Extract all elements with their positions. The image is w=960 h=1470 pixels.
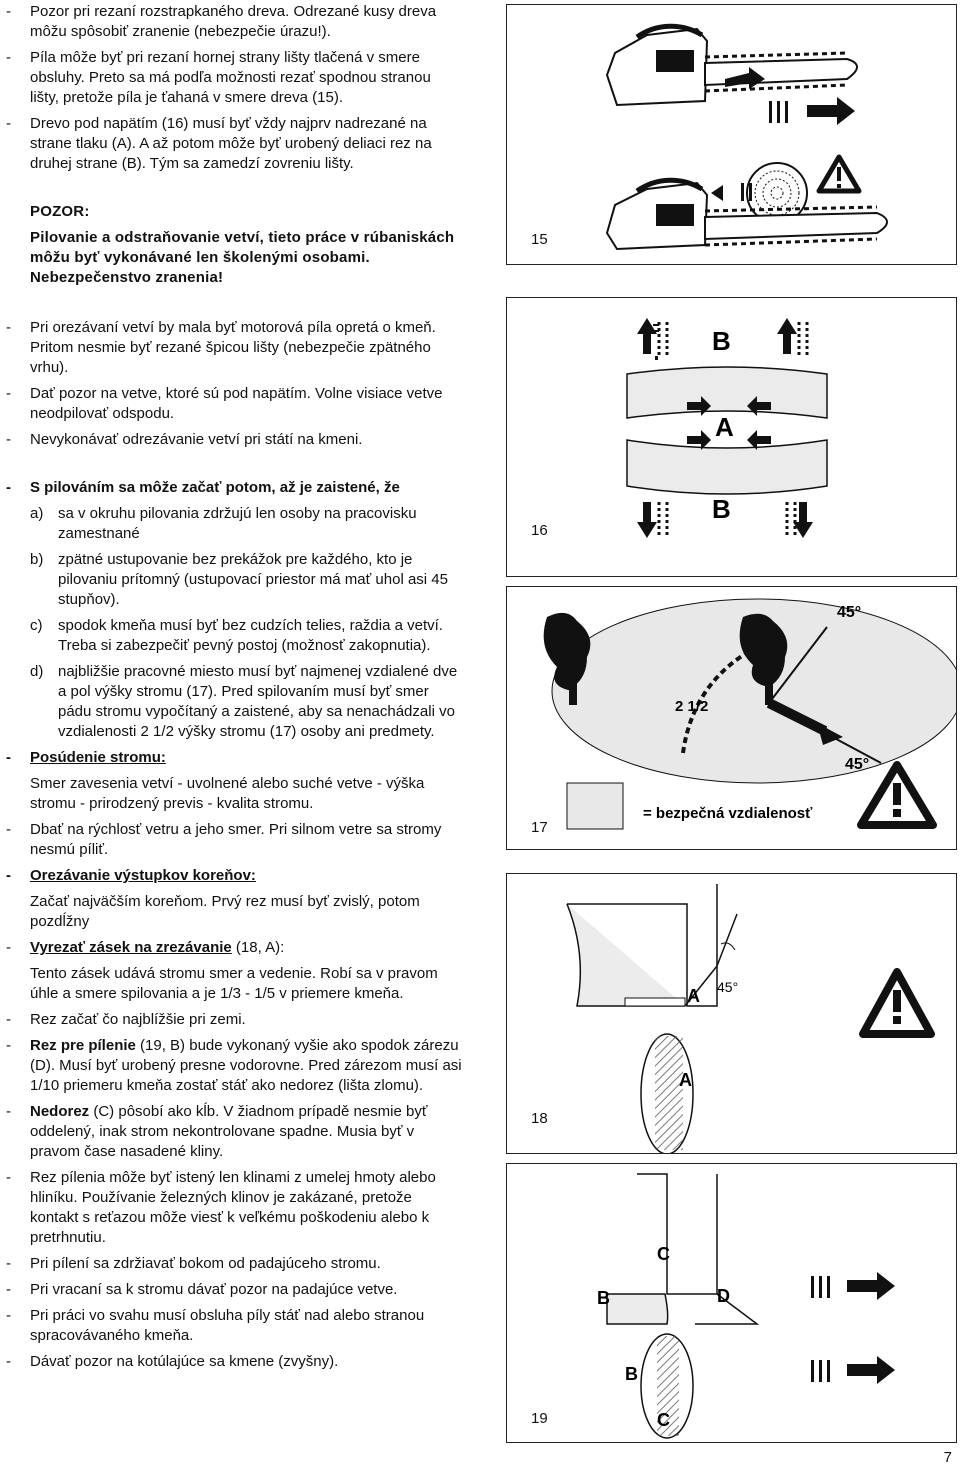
- legend-text: = bezpečná vzdialenosť: [643, 805, 813, 822]
- sub-item: [6, 616, 462, 656]
- section-cutting: [6, 2, 462, 180]
- warning-text: Pilovanie a odstraňovanie vetví, tieto práce v rúbaniskách môžu byť vykonávané len školenými osobami. Nebezpečenstvo zranenia!: [30, 229, 455, 286]
- list-item: - Rez pílenia môže byť istený len klinami z umelej hmoty alebo hliníku. Používanie železných klinov je zakázané, pretože kontakt s reťazou môže viesť k veľkému poškodeniu alebo k pretrhnutiu.: [6, 1169, 436, 1246]
- label-b: B: [597, 1288, 610, 1308]
- list-item: - Pri orezávaní vetví by mala byť motorová píla opretá o kmeň. Pritom nesmie byť rezané špicou lišty (nebezpečie zpätného vrhu).: [6, 319, 436, 376]
- figure-16: [506, 297, 957, 577]
- label-a: A: [687, 986, 700, 1006]
- page-number: 7: [943, 1449, 952, 1466]
- angle-label: 45°: [837, 604, 862, 621]
- label-a: A: [715, 412, 734, 442]
- warning-triangle-icon: [861, 765, 933, 825]
- item-text: Pri vracaní sa k stromu dávať pozor na padajúce vetve.: [30, 1281, 398, 1298]
- warning-triangle-icon: [863, 972, 931, 1034]
- label-b-section: B: [625, 1364, 638, 1384]
- angle-label: 45°: [717, 979, 739, 995]
- list-item: - Pri práci vo svahu musí obsluha píly stáť nad alebo stranou spracovávaného kmeňa.: [6, 1307, 425, 1344]
- chainsaw-cutting-illustration: [507, 5, 956, 264]
- force-arrows: [711, 183, 752, 201]
- sub-text: zpätné ustupovanie bez prekážok pre každého, kto je pilovaniu prítomný (ustupovací priestor má mať uhol asi 45 stupňov).: [58, 551, 448, 608]
- label-b: B: [712, 326, 731, 356]
- label-c: C: [657, 1244, 670, 1264]
- item-text: (18, A):: [231, 939, 285, 956]
- item-bold: Nedorez: [30, 1103, 90, 1120]
- section-heading: S pilováním sa môže začať potom, až je zaistené, že: [30, 479, 400, 496]
- list-item-heading: - Orezávanie výstupkov koreňov:: [6, 867, 256, 884]
- label-b-bottom: B: [712, 494, 731, 524]
- felling-cut-illustration: [507, 1164, 956, 1442]
- item-text: Dať pozor na vetve, ktoré sú pod napätím. Volne visiace vetve neodpilovať odspodu.: [30, 385, 443, 422]
- label-c-section: C: [657, 1410, 670, 1430]
- sub-item: [6, 504, 462, 544]
- item-text: Píla môže byť pri rezaní hornej strany lišty tlačená v smere obsluhy. Preto sa má podľa možnosti rezať spodnou stranou lišty, pretože píla je ťahaná v smere dreva (15).: [30, 49, 431, 106]
- section-heading: Posúdenie stromu:: [30, 749, 166, 766]
- list-item-heading: - Posúdenie stromu:: [6, 749, 166, 766]
- section-felling: [6, 478, 462, 1378]
- item-bold: Vyrezať zásek na zrezávanie: [30, 939, 232, 956]
- sub-label: a): [30, 505, 44, 522]
- section-limbing: [6, 318, 462, 456]
- sub-label: c): [30, 617, 43, 634]
- sub-item: [6, 550, 462, 610]
- list-item: - Nedorez (C) pôsobí ako kĺb. V žiadnom prípadě nesmie byť oddelený, inak strom nekontrolovane spadne. Musia byť v pravom čase nasadené kliny.: [6, 1103, 428, 1160]
- figure-number: 19: [531, 1410, 548, 1427]
- figure-18: [506, 873, 957, 1154]
- list-item: - Pri pílení sa zdržiavať bokom od padajúceho stromu.: [6, 1255, 381, 1272]
- item-text: Rez začať čo najblížšie pri zemi.: [30, 1011, 246, 1028]
- list-item: - Dať pozor na vetve, ktoré sú pod napätím. Volne visiace vetve neodpilovať odspodu.: [6, 385, 443, 422]
- item-text: Pri pílení sa zdržiavať bokom od padajúceho stromu.: [30, 1255, 381, 1272]
- item-text: Rez pílenia môže byť istený len klinami z umelej hmoty alebo hliníku. Používanie železných klinov je zakázané, pretože kontakt s reťazou môže viesť k veľkému poškodeniu alebo k pretrhnutiu.: [30, 1169, 436, 1246]
- figure-number: 18: [531, 1110, 548, 1127]
- item-text: Dávať pozor na kotúlajúce sa kmene (zvyšny).: [30, 1353, 339, 1370]
- safe-distance-illustration: [507, 587, 956, 849]
- figure-number: 15: [531, 231, 548, 248]
- sub-item: [6, 662, 462, 742]
- item-text: (19, B) bude vykonaný vyšie ako spodok zárezu (D). Musí byť urobený presne vodorovne. Pred zárezom musí asi 1/10 priemeru kmeňa zostať stáť ako nedorez (lišta zlomu).: [30, 1037, 462, 1094]
- tension-log-illustration: [507, 298, 956, 576]
- item-text: Pri orezávaní vetví by mala byť motorová píla opretá o kmeň. Pritom nesmie byť rezané špicou lišty (nebezpečie zpätného vrhu).: [30, 319, 436, 376]
- sub-text: sa v okruhu pilovania zdržujú len osoby na pracovisku zamestnané: [58, 505, 417, 542]
- sub-label: d): [30, 663, 44, 680]
- label-d: D: [717, 1286, 730, 1306]
- force-arrows: [811, 1272, 895, 1384]
- warning-triangle-icon: [819, 157, 859, 191]
- notch-cut-illustration: [507, 874, 956, 1153]
- paragraph: Smer zavesenia vetví - uvolnené alebo suché vetve - výška stromu - prirodzený previs - kvalita stromu.: [30, 775, 425, 812]
- sub-label: b): [30, 551, 44, 568]
- figure-number: 16: [531, 522, 548, 539]
- item-text: Drevo pod napätím (16) musí byť vždy najprv nadrezané na strane tlaku (A). A až potom môže byť urobený deliaci rez na druhej strane (B). Tým sa zamedzí zovreniu lišty.: [30, 115, 432, 172]
- list-item: - Rez začať čo najblížšie pri zemi.: [6, 1011, 246, 1028]
- item-bold: Rez pre pílenie: [30, 1037, 136, 1054]
- figure-17: [506, 586, 957, 850]
- chainsaw-icon: [607, 26, 857, 105]
- list-item: - Nevykonávať odrezávanie vetví pri státí na kmeni.: [6, 431, 363, 448]
- sub-text: spodok kmeňa musí byť bez cudzích telies, raždia a vetví. Treba si zabezpečiť pevný postoj (možnosť zakopnutia).: [58, 617, 443, 654]
- figure-19: [506, 1163, 957, 1443]
- sub-text: najbližšie pracovné miesto musí byť najmenej vzdialené dve a pol výšky stromu (17). Pred spilovaním musí byť smer pádu stromu vypočítaný a zaistené, aby sa nenachádzali vo vzdialenosti 2 1/2 výšky stromu (17) osoby ani predmety.: [58, 663, 458, 740]
- list-item: - Drevo pod napätím (16) musí byť vždy najprv nadrezané na strane tlaku (A). A až potom môže byť urobený deliaci rez na druhej strane (B). Tým sa zamedzí zovreniu lišty.: [6, 115, 432, 172]
- distance-label: 2 1/2: [675, 698, 709, 715]
- list-item: - Rez pre pílenie (19, B) bude vykonaný vyšie ako spodok zárezu (D). Musí byť urobený presne vodorovne. Pred zárezom musí asi 1/10 priemeru kmeňa zostať stáť ako nedorez (lišta zlomu).: [6, 1037, 462, 1094]
- paragraph: Začať najväčším koreňom. Prvý rez musí byť zvislý, potom pozdĺžny: [30, 893, 420, 930]
- list-item: - Dávať pozor na kotúlajúce sa kmene (zvyšny).: [6, 1353, 339, 1370]
- item-text: (C) pôsobí ako kĺb. V žiadnom prípadě nesmie byť oddelený, inak strom nekontrolovane spadne. Musia byť v pravom čase nasadené kliny.: [30, 1103, 428, 1160]
- figure-number: 17: [531, 819, 548, 836]
- warning-title: POZOR:: [30, 203, 90, 220]
- figure-15: [506, 4, 957, 265]
- item-text: Pozor pri rezaní rozstrapkaného dreva. Odrezané kusy dreva môžu spôsobiť zranenie (nebezpečie úrazu!).: [30, 3, 437, 40]
- legend-swatch: [567, 783, 623, 829]
- section-heading: Orezávanie výstupkov koreňov:: [30, 867, 256, 884]
- warning-block: [6, 202, 462, 294]
- trunk-cross-section: [641, 1034, 693, 1153]
- paragraph: Tento zásek udává stromu smer a vedenie. Robí sa v pravom úhle a smere spilovania a je 1/3 - 1/5 v priemere kmeňa.: [30, 965, 438, 1002]
- list-item: - Dbať na rýchlosť vetru a jeho smer. Pri silnom vetre sa stromy nesmú píliť.: [6, 821, 442, 858]
- label-a-section: A: [679, 1070, 692, 1090]
- list-item: - Pri vracaní sa k stromu dávať pozor na padajúce vetve.: [6, 1281, 398, 1298]
- list-item: - Pozor pri rezaní rozstrapkaného dreva. Odrezané kusy dreva môžu spôsobiť zranenie (nebezpečie úrazu!).: [6, 3, 437, 40]
- list-item: - Vyrezať zásek na zrezávanie (18, A):: [6, 939, 285, 956]
- list-item: - Píla môže byť pri rezaní hornej strany lišty tlačená v smere obsluhy. Preto sa má podľa možnosti rezať spodnou stranou lišty, pretože píla je ťahaná v smere dreva (15).: [6, 49, 431, 106]
- item-text: Pri práci vo svahu musí obsluha píly stáť nad alebo stranou spracovávaného kmeňa.: [30, 1307, 425, 1344]
- angle-label: 45°: [845, 756, 870, 773]
- item-text: Nevykonávať odrezávanie vetví pri státí na kmeni.: [30, 431, 363, 448]
- item-text: Dbať na rýchlosť vetru a jeho smer. Pri silnom vetre sa stromy nesmú píliť.: [30, 821, 442, 858]
- list-item-heading: - S pilováním sa môže začať potom, až je zaistené, že: [6, 479, 400, 496]
